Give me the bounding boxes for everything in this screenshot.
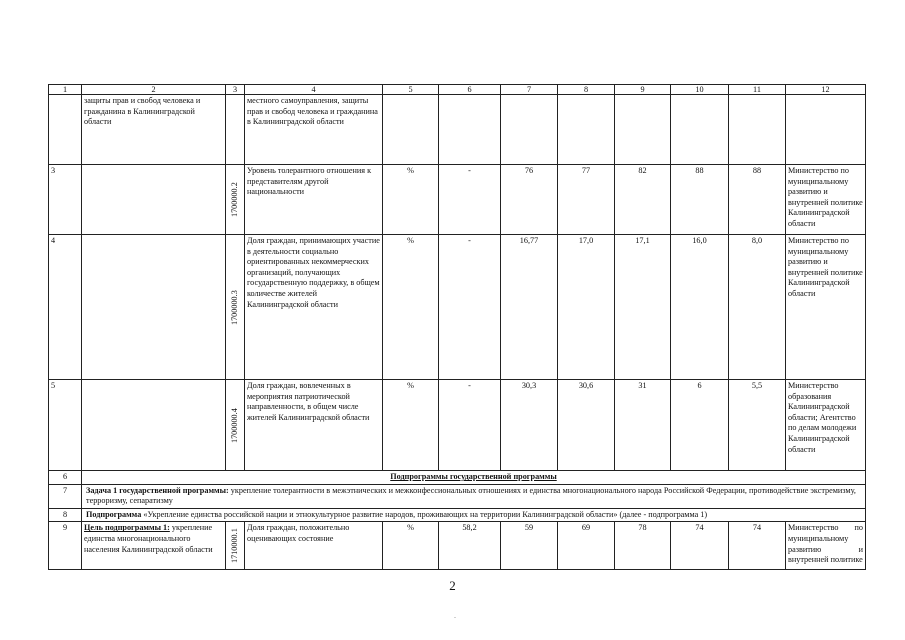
header-cell: 10 bbox=[671, 85, 729, 95]
table-row bbox=[49, 235, 866, 380]
header-cell: 2 bbox=[82, 85, 226, 95]
row-number: 5 bbox=[49, 380, 82, 471]
subprogram-row bbox=[49, 508, 866, 522]
indicator-name: Доля граждан, положительно оценивающих состояние bbox=[245, 522, 383, 570]
table-row bbox=[49, 380, 866, 471]
row-number: 4 bbox=[49, 235, 82, 380]
task-description: укрепление толерантности в межэтнических и межконфессиональных отношениях и единства многонационального народа Российской Федерации, противодействие экстремизму, терроризму, сепаратизму bbox=[86, 485, 856, 506]
value-cell: 59 bbox=[501, 522, 558, 570]
unit-cell: % bbox=[383, 165, 439, 235]
unit-cell: % bbox=[383, 522, 439, 570]
value-cell: 69 bbox=[558, 522, 615, 570]
header-cell: 8 bbox=[558, 85, 615, 95]
subprogram-label: Подпрограмма bbox=[86, 509, 142, 519]
value-cell: 78 bbox=[615, 522, 671, 570]
indicator-name: Уровень толерантного отношения к представителям другой национальности bbox=[245, 165, 383, 235]
indicator-name: Доля граждан, вовлеченных в мероприятия патриотической направленности, в общем числе жителей Калининградской области bbox=[245, 380, 383, 471]
responsible-cell: Министерство образования Калининградской области; Агентство по делам молодежи Калининградской области bbox=[786, 380, 866, 471]
value-cell: 16,77 bbox=[501, 235, 558, 380]
task-label: Задача 1 государственной программы: bbox=[86, 485, 229, 495]
row-number: 9 bbox=[49, 522, 82, 570]
value-cell: 58,2 bbox=[439, 522, 501, 570]
row-number: 6 bbox=[49, 471, 82, 485]
goal-description: укрепление единства многонационального населения Калининградской области bbox=[84, 523, 213, 554]
indicator-name: Доля граждан, принимающих участие в деятельности социально ориентированных некоммерческих организаций, получающих государственную поддержку, в общем количестве жителей Калининградской области bbox=[245, 235, 383, 380]
value-cell: 88 bbox=[729, 165, 786, 235]
value-cell: 76 bbox=[501, 165, 558, 235]
table-row bbox=[49, 522, 866, 570]
row-number: 7 bbox=[49, 484, 82, 508]
continuation-row bbox=[49, 95, 866, 165]
value-cell: - bbox=[439, 165, 501, 235]
row-number: 8 bbox=[49, 508, 82, 522]
value-cell: 6 bbox=[671, 380, 729, 471]
indicator-code: 1700000.4 bbox=[226, 380, 245, 471]
indicator-continuation: местного самоуправления, защиты прав и свобод человека и гражданина в Калининградской области bbox=[245, 95, 383, 165]
header-cell: 4 bbox=[245, 85, 383, 95]
header-cell: 11 bbox=[729, 85, 786, 95]
value-cell: 17,1 bbox=[615, 235, 671, 380]
value-cell: 30,6 bbox=[558, 380, 615, 471]
footer-mark: . bbox=[454, 611, 456, 620]
value-cell: 8,0 bbox=[729, 235, 786, 380]
section-row bbox=[49, 471, 866, 485]
value-cell: 77 bbox=[558, 165, 615, 235]
indicators-table bbox=[48, 84, 866, 570]
column-number-row bbox=[49, 85, 866, 95]
value-cell: 17,0 bbox=[558, 235, 615, 380]
header-cell: 6 bbox=[439, 85, 501, 95]
subprogram-text bbox=[82, 508, 866, 522]
value-cell: 5,5 bbox=[729, 380, 786, 471]
section-title: Подпрограммы государственной программы bbox=[82, 471, 866, 485]
value-cell: 82 bbox=[615, 165, 671, 235]
responsible-cell: Министерство по муниципальному развитию и внутренней политике bbox=[786, 522, 866, 570]
value-cell: 31 bbox=[615, 380, 671, 471]
responsible-cell: Министерство по муниципальному развитию и внутренней политике Калининградской области bbox=[786, 235, 866, 380]
indicator-code: 1700000.2 bbox=[226, 165, 245, 235]
unit-cell: % bbox=[383, 380, 439, 471]
value-cell: 74 bbox=[671, 522, 729, 570]
row-number: 3 bbox=[49, 165, 82, 235]
header-cell: 1 bbox=[49, 85, 82, 95]
subprogram-description: «Укрепление единства российской нации и этнокультурное развитие народов, проживающих на территории Калининградской области» (далее - подпрограмма 1) bbox=[141, 509, 708, 519]
indicator-code: 1710000.1 bbox=[226, 522, 245, 570]
unit-cell: % bbox=[383, 235, 439, 380]
indicator-code: 1700000.3 bbox=[226, 235, 245, 380]
header-cell: 3 bbox=[226, 85, 245, 95]
header-cell: 7 bbox=[501, 85, 558, 95]
value-cell: 30,3 bbox=[501, 380, 558, 471]
header-cell: 5 bbox=[383, 85, 439, 95]
task-text bbox=[82, 484, 866, 508]
header-cell: 12 bbox=[786, 85, 866, 95]
value-cell: - bbox=[439, 235, 501, 380]
responsible-cell: Министерство по муниципальному развитию и внутренней политике Калининградской области bbox=[786, 165, 866, 235]
goal-label: Цель подпрограммы 1: bbox=[84, 523, 170, 533]
value-cell: 16,0 bbox=[671, 235, 729, 380]
page-number: 2 bbox=[449, 578, 456, 593]
task-row bbox=[49, 484, 866, 508]
value-cell: 88 bbox=[671, 165, 729, 235]
table-row bbox=[49, 165, 866, 235]
value-cell: 74 bbox=[729, 522, 786, 570]
goal-continuation: защиты прав и свобод человека и гражданина в Калининградской области bbox=[82, 95, 226, 165]
header-cell: 9 bbox=[615, 85, 671, 95]
goal-cell bbox=[82, 522, 226, 570]
value-cell: - bbox=[439, 380, 501, 471]
